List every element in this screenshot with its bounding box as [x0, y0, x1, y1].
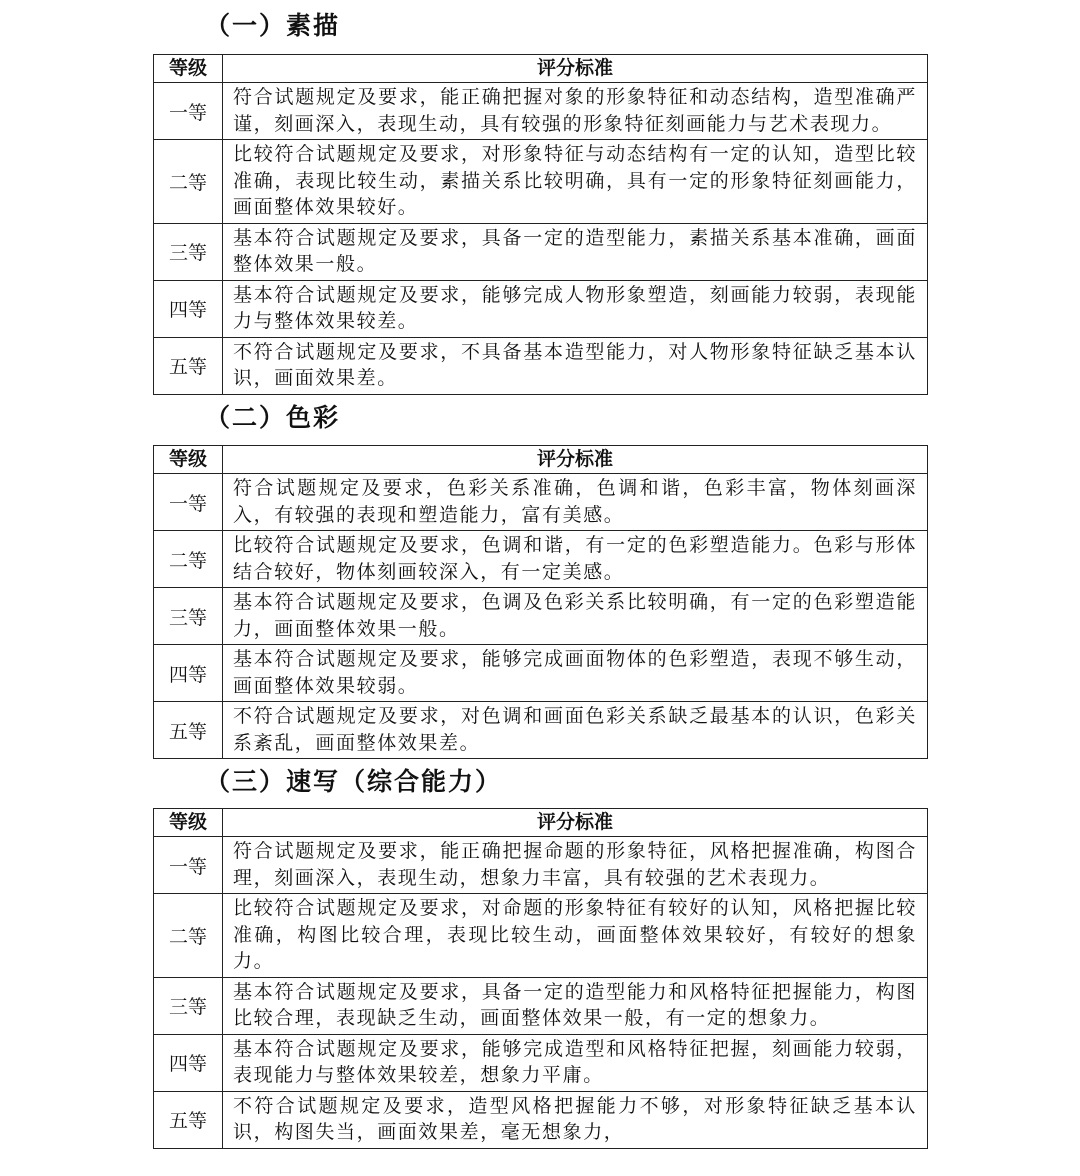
grade-standard: 符合试题规定及要求，色彩关系准确，色调和谐，色彩丰富，物体刻画深入，有较强的表现和塑造能力，富有美感。	[223, 474, 928, 531]
grade-level: 三等	[154, 223, 223, 280]
grade-standard: 不符合试题规定及要求，对色调和画面色彩关系缺乏最基本的认识，色彩关系紊乱，画面整体效果差。	[223, 702, 928, 759]
table-header	[154, 809, 928, 837]
grading-table-color	[153, 445, 928, 759]
grade-standard: 符合试题规定及要求，能正确把握命题的形象特征，风格把握准确，构图合理，刻画深入，表现生动，想象力丰富，具有较强的艺术表现力。	[223, 837, 928, 894]
table-row	[154, 702, 928, 759]
table-row	[154, 223, 928, 280]
table-row	[154, 1034, 928, 1091]
grade-standard: 符合试题规定及要求，能正确把握对象的形象特征和动态结构，造型准确严谨，刻画深入，表现生动，具有较强的形象特征刻画能力与艺术表现力。	[223, 83, 928, 140]
grade-standard: 基本符合试题规定及要求，色调及色彩关系比较明确，有一定的色彩塑造能力，画面整体效果一般。	[223, 588, 928, 645]
grading-table-sketching	[153, 808, 928, 1149]
table-row	[154, 588, 928, 645]
grade-standard: 比较符合试题规定及要求，对命题的形象特征有较好的认知，风格把握比较准确，构图比较合理，表现比较生动，画面整体效果较好，有较好的想象力。	[223, 894, 928, 978]
grading-table-sketch	[153, 54, 928, 395]
header-level: 等级	[154, 809, 223, 837]
grade-level: 五等	[154, 702, 223, 759]
grade-level: 二等	[154, 894, 223, 978]
grade-standard: 比较符合试题规定及要求，色调和谐，有一定的色彩塑造能力。色彩与形体结合较好，物体刻画较深入，有一定美感。	[223, 531, 928, 588]
grade-level: 二等	[154, 531, 223, 588]
table-header	[154, 55, 928, 83]
table-row	[154, 474, 928, 531]
grade-level: 一等	[154, 474, 223, 531]
table-row	[154, 531, 928, 588]
grade-level: 五等	[154, 337, 223, 394]
table-row	[154, 977, 928, 1034]
grade-standard: 不符合试题规定及要求，不具备基本造型能力，对人物形象特征缺乏基本认识，画面效果差。	[223, 337, 928, 394]
grade-standard: 基本符合试题规定及要求，具备一定的造型能力，素描关系基本准确，画面整体效果一般。	[223, 223, 928, 280]
grade-standard: 基本符合试题规定及要求，能够完成画面物体的色彩塑造，表现不够生动，画面整体效果较弱。	[223, 645, 928, 702]
header-level: 等级	[154, 446, 223, 474]
section-title-sketch: （一）素描	[205, 11, 341, 40]
grade-standard: 比较符合试题规定及要求，对形象特征与动态结构有一定的认知，造型比较准确，表现比较生动，素描关系比较明确，具有一定的形象特征刻画能力，画面整体效果较好。	[223, 140, 928, 224]
grade-standard: 基本符合试题规定及要求，能够完成人物形象塑造，刻画能力较弱，表现能力与整体效果较差。	[223, 280, 928, 337]
grade-level: 四等	[154, 1034, 223, 1091]
table-row	[154, 894, 928, 978]
table-row	[154, 837, 928, 894]
section-title-color: （二）色彩	[205, 403, 341, 432]
table-row	[154, 1091, 928, 1148]
table-row	[154, 140, 928, 224]
grade-level: 五等	[154, 1091, 223, 1148]
grade-standard: 不符合试题规定及要求，造型风格把握能力不够，对形象特征缺乏基本认识，构图失当，画面效果差，毫无想象力，	[223, 1091, 928, 1148]
header-standard: 评分标准	[223, 55, 928, 83]
grade-level: 四等	[154, 280, 223, 337]
table-row	[154, 337, 928, 394]
grade-level: 二等	[154, 140, 223, 224]
grade-level: 三等	[154, 588, 223, 645]
grade-level: 三等	[154, 977, 223, 1034]
grade-level: 四等	[154, 645, 223, 702]
grade-standard: 基本符合试题规定及要求，具备一定的造型能力和风格特征把握能力，构图比较合理，表现缺乏生动，画面整体效果一般，有一定的想象力。	[223, 977, 928, 1034]
grade-level: 一等	[154, 837, 223, 894]
table-row	[154, 645, 928, 702]
header-level: 等级	[154, 55, 223, 83]
table-row	[154, 83, 928, 140]
section-title-sketching: （三）速写（综合能力）	[205, 767, 503, 796]
grade-level: 一等	[154, 83, 223, 140]
table-header	[154, 446, 928, 474]
table-row	[154, 280, 928, 337]
grade-standard: 基本符合试题规定及要求，能够完成造型和风格特征把握，刻画能力较弱，表现能力与整体效果较差，想象力平庸。	[223, 1034, 928, 1091]
header-standard: 评分标准	[223, 446, 928, 474]
header-standard: 评分标准	[223, 809, 928, 837]
